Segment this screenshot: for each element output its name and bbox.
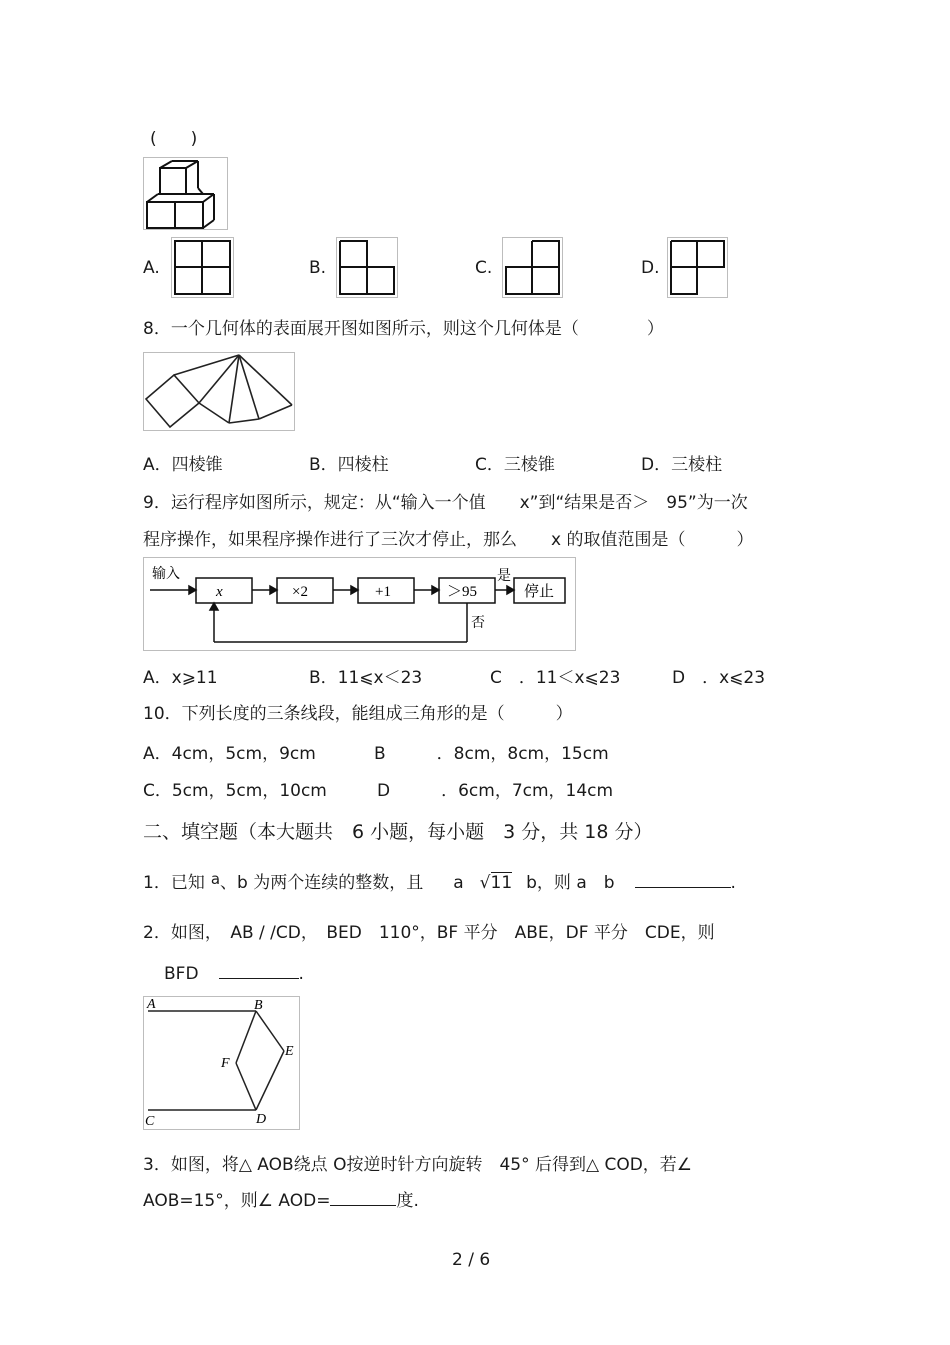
q8-option-a: A．四棱锥: [143, 455, 223, 475]
fill-2-line-2: [164, 964, 304, 984]
fill-3-line-2: [143, 1186, 419, 1211]
q7-option-b-label: B.: [309, 258, 327, 278]
parallel-lines-diagram: [144, 997, 299, 1129]
q9-option-c: C ．11＜x⩽23: [490, 668, 621, 688]
q8-stem: 8．一个几何体的表面展开图如图所示，则这个几何体是（ ）: [143, 319, 664, 339]
fill-1-end: .: [730, 873, 736, 893]
fill-3-answer-blank: [330, 1205, 396, 1206]
q9-option-a: A．x⩾11: [143, 668, 218, 688]
q10-option-d: D ．6cm，7cm，14cm: [377, 781, 614, 801]
sqrt-symbol: √: [479, 873, 491, 893]
q7-option-d-view: [667, 237, 728, 298]
q8-net-figure: [143, 352, 295, 431]
fill-2-bfd: BFD: [164, 964, 199, 984]
point-d-label: D: [256, 1112, 267, 1127]
q9-option-b: B．11⩽x＜23: [309, 668, 423, 688]
fill-2-end: .: [298, 964, 304, 984]
q7-solid-figure: [143, 157, 228, 230]
q9-option-d: D ．x⩽23: [672, 668, 766, 688]
q10-option-b: B ．8cm，8cm，15cm: [374, 744, 609, 764]
q7-option-a-view: [171, 237, 234, 298]
flow-no-label: 否: [471, 616, 485, 631]
fill-1-b: b，则 a b: [526, 873, 615, 893]
fill-2-line-1: 2．如图， AB / /CD， BED 110°，BF 平分 ABE，DF 平分 CDE，则: [143, 923, 715, 943]
page-number: 2 / 6: [452, 1250, 491, 1270]
flow-input-label: 输入: [152, 567, 180, 582]
q7-paren: ( ): [150, 129, 198, 149]
fill-1-radicand: 11: [490, 873, 513, 893]
q10-option-c: C．5cm，5cm，10cm: [143, 781, 327, 801]
fill-3-line-1: 3．如图，将△ AOB绕点 O按逆时针方向旋转 45° 后得到△ COD，若∠: [143, 1155, 693, 1175]
q7-option-d-label: D.: [641, 258, 660, 278]
cube-stack-image: [144, 158, 227, 229]
flow-times2-box: ×2: [292, 584, 308, 600]
q9-flowchart: [143, 557, 576, 651]
q10-stem: 10．下列长度的三条线段，能组成三角形的是（ ）: [143, 704, 573, 724]
fill-2-figure: [143, 996, 300, 1130]
q8-option-d: D．三棱柱: [641, 455, 723, 475]
flow-x-box: x: [216, 584, 223, 600]
fill-1: [143, 868, 736, 893]
flow-plus1-box: +1: [375, 584, 391, 600]
q9-line-2: 程序操作，如果程序操作进行了三次才停止，那么 x 的取值范围是（ ）: [143, 530, 754, 550]
q8-option-b: B．四棱柱: [309, 455, 389, 475]
section-2-title: 二、填空题（本大题共 6 小题，每小题 3 分，共 18 分）: [143, 821, 653, 843]
point-e-label: E: [285, 1044, 294, 1059]
flow-yes-label: 是: [497, 569, 511, 584]
fill-3-given: AOB=15°，则∠ AOD=: [143, 1191, 331, 1211]
fill-1-a: a: [210, 870, 221, 888]
q8-option-c: C．三棱锥: [475, 455, 555, 475]
pyramid-net-image: [144, 353, 294, 430]
q7-option-b-view: [336, 237, 398, 298]
point-b-label: B: [254, 998, 263, 1013]
fill-1-prefix: 1．已知: [143, 873, 205, 893]
point-c-label: C: [145, 1114, 155, 1129]
q10-option-a: A．4cm，5cm，9cm: [143, 744, 316, 764]
point-a-label: A: [147, 997, 156, 1012]
fill-1-answer-blank: [635, 887, 731, 888]
fill-3-unit: 度.: [396, 1191, 419, 1211]
q7-option-a-label: A.: [143, 258, 160, 278]
q7-option-c-label: C.: [475, 258, 493, 278]
fill-1-mid: 、b 为两个连续的整数，且: [220, 873, 424, 893]
point-f-label: F: [221, 1056, 230, 1071]
q9-line-1: 9．运行程序如图所示，规定：从“输入一个值 x”到“结果是否＞ 95”为一次: [143, 493, 748, 513]
flow-gt95-box: ＞95: [447, 584, 478, 600]
q7-option-c-view: [502, 237, 563, 298]
flow-stop-box: 停止: [524, 584, 555, 600]
fill-2-answer-blank: [219, 978, 299, 979]
program-flowchart: [144, 558, 575, 650]
fill-1-a2: a: [453, 873, 464, 893]
